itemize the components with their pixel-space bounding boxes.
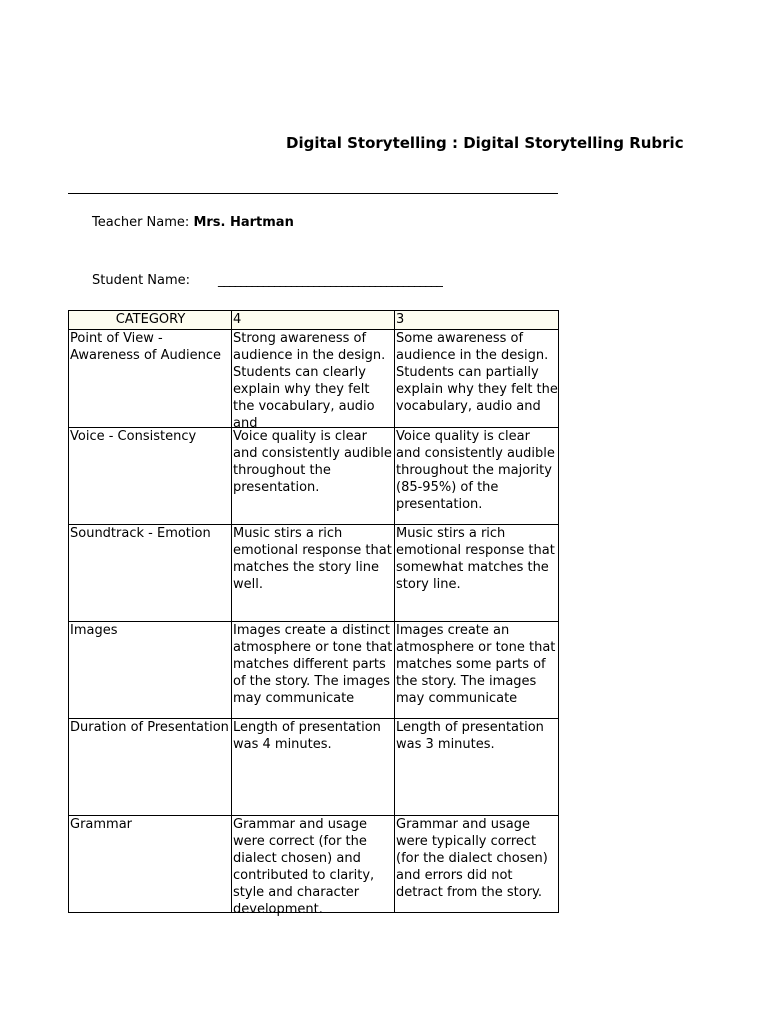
table-row <box>69 428 559 525</box>
score-4-cell: Music stirs a rich emotional response that matches the story line well. <box>232 525 395 622</box>
table-row <box>69 719 559 816</box>
category-cell: Voice - Consistency <box>69 428 232 525</box>
score-4-cell: Strong awareness of audience in the design. Students can clearly explain why they felt the vocabulary, audio and <box>232 330 395 428</box>
score-3-cell: Music stirs a rich emotional response that somewhat matches the story line. <box>395 525 559 622</box>
table-row <box>69 816 559 913</box>
student-name-blank: ________________________________________ <box>218 273 443 288</box>
student-name-label: Student Name: <box>92 273 191 288</box>
table-row <box>69 330 559 428</box>
header-score-3: 3 <box>395 311 559 330</box>
score-4-cell: Grammar and usage were correct (for the dialect chosen) and contributed to clarity, style and character development. <box>232 816 395 913</box>
score-3-cell: Length of presentation was 3 minutes. <box>395 719 559 816</box>
score-3-cell: Some awareness of audience in the design. Students can partially explain why they felt the vocabulary, audio and <box>395 330 559 428</box>
table-row <box>69 525 559 622</box>
title-area <box>68 132 684 156</box>
score-4-cell: Images create a distinct atmosphere or tone that matches different parts of the story. The images may communicate <box>232 622 395 719</box>
category-cell: Images <box>69 622 232 719</box>
document-title: Digital Storytelling : Digital Storytelling Rubric <box>286 134 684 152</box>
category-cell: Soundtrack - Emotion <box>69 525 232 622</box>
category-cell: Point of View - Awareness of Audience <box>69 330 232 428</box>
category-cell: Duration of Presentation <box>69 719 232 816</box>
score-3-cell: Voice quality is clear and consistently audible throughout the majority (85-95%) of the presentation. <box>395 428 559 525</box>
header-category: CATEGORY <box>69 311 232 330</box>
teacher-name-label: Teacher Name: <box>92 215 190 230</box>
table-row <box>69 622 559 719</box>
score-3-cell: Grammar and usage were typically correct (for the dialect chosen) and errors did not detract from the story. <box>395 816 559 913</box>
rubric-table <box>68 310 559 917</box>
score-3-cell: Images create an atmosphere or tone that matches some parts of the story. The images may communicate <box>395 622 559 719</box>
title-divider <box>68 193 558 194</box>
score-4-cell: Length of presentation was 4 minutes. <box>232 719 395 816</box>
teacher-name-value: Mrs. Hartman <box>193 215 294 230</box>
teacher-name-line <box>92 214 294 231</box>
rubric-header-row <box>69 311 559 330</box>
category-cell: Grammar <box>69 816 232 913</box>
header-score-4: 4 <box>232 311 395 330</box>
score-4-cell: Voice quality is clear and consistently audible throughout the presentation. <box>232 428 395 525</box>
